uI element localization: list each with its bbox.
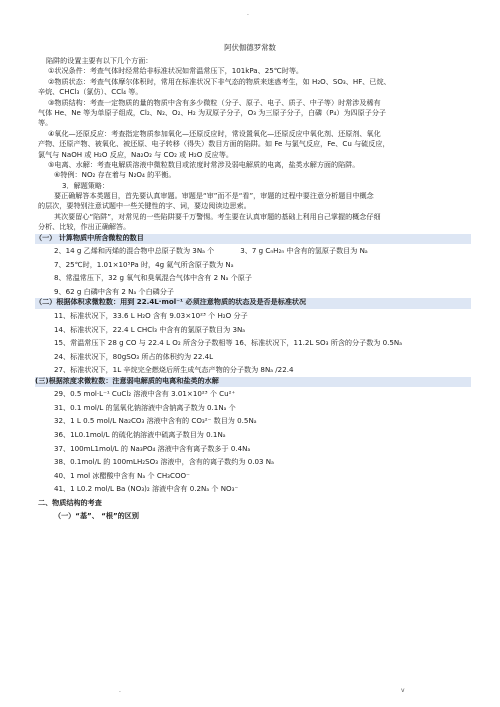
trap-line: ④氧化—还原反应：考查指定物质参加氧化—还原反应时，常设置氧化—还原反应中氧化剂、还原剂、氧化 [48,128,381,138]
trap-line: 辛烷、CHCl₃（氯仿）、CCl₄ 等。 [38,87,143,97]
strategy-line: 其次要留心“陷阱”，对常见的一些陷阱要千万警惕。考生要在认真审题的基础上利用自己掌握的概念仔细 [54,211,381,221]
trap-line: 等。 [38,118,53,128]
question-line: 37、100mL1mol/L 的 Na₃PO₄ 溶液中含有离子数多于 0.4Nₐ [54,443,251,453]
question-2: 2、14 g 乙烯和丙烯的混合物中总原子数为 3Nₐ 个 [54,246,215,256]
section-heading-3: (三)根据浓度求微粒数：注意弱电解质的电离和盐类的水解 [35,377,471,387]
question-line: 11、标准状况下，33.6 L H₂O 含有 9.03×10²³ 个 H₂O 分子 [54,310,248,320]
strategy-heading: 3．解题策略： [62,180,110,190]
question-line: 8、常温常压下，32 g 氧气和臭氧混合气体中含有 2 Nₐ 个原子 [54,273,252,283]
section-heading-1: （一） 计算物质中所含微粒的数目 [35,234,471,244]
trap-line: 气体 He、Ne 等为单原子组成，Cl₂、N₂、O₂、H₂ 为双原子分子，O₃ 为三原子分子，白磷（P₄）为四原子分子 [38,107,387,117]
question-line: 14、标准状况下，22.4 L CHCl₃ 中含有的氯原子数目为 3Nₐ [54,324,246,334]
question-line [38,247,470,257]
question-line: 36、1L0.1mol/L 的硫化钠溶液中硫离子数目为 0.1Nₐ [54,429,226,439]
question-line: 32、1 L 0.5 mol/L Na₂CO₃ 溶液中含有的 CO₃²⁻ 数目为 0.5Nₐ [54,416,257,426]
strategy-line: 要正确解答本类题目，首先要认真审题。审题是“审”而不是“看”，审题的过程中要注意分析题目中概念 [54,191,374,201]
strategy-line: 的层次，要特别注意试题中一些关键性的字、词，要边阅读边思索。 [38,201,251,211]
strategy-line: 分析、比较，作出正确解答。 [38,222,131,232]
question-line: 9、62 g 白磷中含有 2 Nₐ 个白磷分子 [54,286,174,296]
trap-line: 氯气与 NaOH 或 H₂O 反应，Na₂O₂ 与 CO₂ 或 H₂O 反应等。 [38,149,233,159]
question-line: 31、0.1 mol/L 的氢氧化钠溶液中含钠离子数为 0.1Nₐ 个 [54,402,236,412]
trap-line: ③物质结构：考查一定物质的量的物质中含有多少微粒（分子、原子、电子、质子、中子等）时常涉及稀有 [48,97,381,107]
header-dot: . [247,10,249,17]
trap-line: ⑥特例：NO₂ 存在着与 N₂O₄ 的平衡。 [54,170,176,180]
question-line: 27、标准状况下，1L 辛烷完全燃烧后所生成气态产物的分子数为 8Nₐ /22.4 [54,365,294,375]
question-line: 15、常温常压下 28 g CO 与 22.4 L O₂ 所含分子数相等 16、标准状况下，11.2L SO₃ 所含的分子数为 0.5Nₐ [54,338,403,348]
part-heading: 二、物质结构的考查 [38,497,102,507]
section-heading-2: （二）根据体积求微粒数：用到 22.4L·mol⁻¹ 必须注意物质的状态及是否是标准状况 [35,298,471,308]
question-line: 24、标准状况下，80gSO₃ 所占的体积约为 22.4L [54,351,214,361]
question-line: 41、1 L0.2 mol/L Ba (NO₃)₂ 溶液中含有 0.2Nₐ 个 NO₃⁻ [54,484,239,494]
question-line: 38、0.1mol/L 的 100mLH₂SO₃ 溶液中，含有的离子数约为 0.03 Nₐ [54,457,274,467]
question-line: 29、0.5 mol·L⁻¹ CuCl₂ 溶液中含有 3.01×10²³ 个 Cu²⁺ [54,389,236,399]
question-3: 3、7 g CₙH₂ₙ 中含有的氢原子数目为 Nₐ [240,246,368,256]
trap-line: 产物、还原产物、被氧化、被还原、电子转移（得失）数目方面的陷阱。如 Fe 与氯气反应，Fe、Cu 与硫反应， [38,139,390,149]
trap-line: ⑤电离、水解：考查电解质溶液中微粒数目或浓度时常涉及弱电解质的电离，盐类水解方面的陷阱。 [48,159,360,169]
footer-dot-left: . [119,687,121,694]
document-body [35,56,470,523]
footer-mark-right: v [401,687,405,694]
page-title: 阿伏伽德罗常数 [224,43,276,52]
sub-heading: （一）“基”、 “根”的区别 [54,511,139,521]
question-line: 7、25℃时，1.01×10⁵Pa 时，4g 氦气所含原子数为 Nₐ [54,259,234,269]
trap-line: ②物质状态：考查气体摩尔体积时，常用在标准状况下非气态的物质来迷惑考生，如 H₂O、SO₃、HF、已烷、 [48,76,391,86]
intro-text: 陷阱的设置主要有以下几个方面： [46,56,153,65]
question-line: 40、1 mol 冰醋酸中含有 Nₐ 个 CH₃COO⁻ [54,470,190,480]
trap-line: ①状况条件：考查气体时经常给非标准状况如常温常压下，101kPa、25℃时等。 [48,66,304,76]
